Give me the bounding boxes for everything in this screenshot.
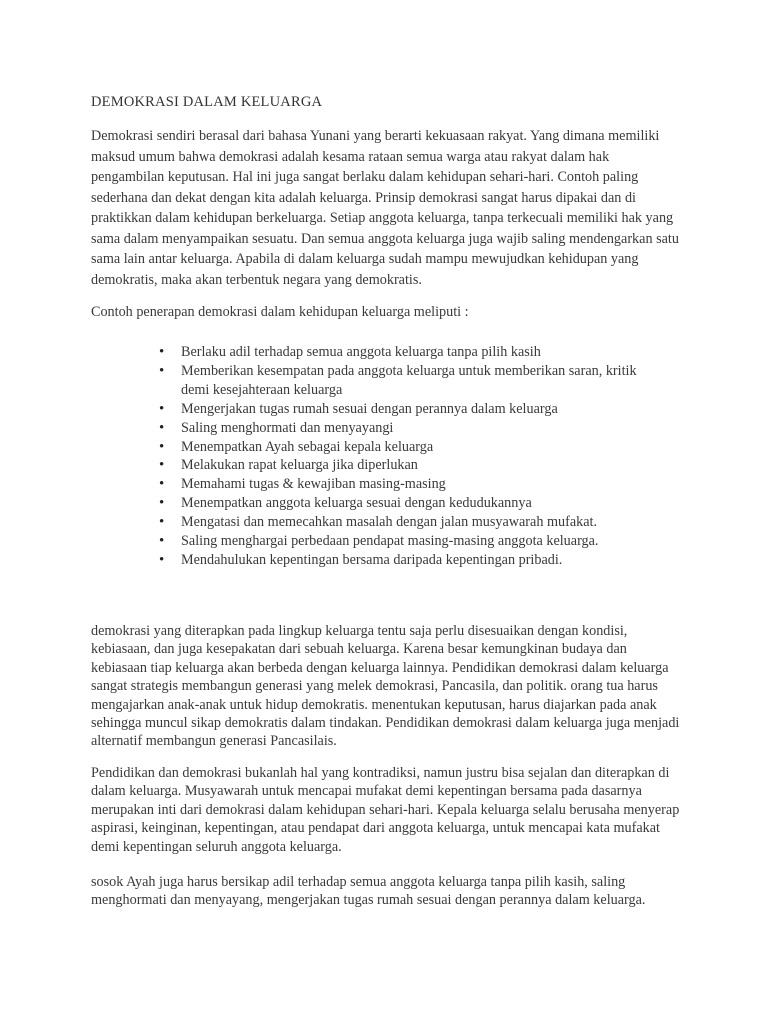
list-item: • Menempatkan anggota keluarga sesuai dengan kedudukannya: [181, 494, 651, 513]
list-item: • Menempatkan Ayah sebagai kepala keluarga: [181, 438, 651, 457]
list-item: • Berlaku adil terhadap semua anggota keluarga tanpa pilih kasih: [181, 343, 651, 362]
list-item: • Mendahulukan kepentingan bersama daripada kepentingan pribadi.: [181, 551, 651, 570]
list-item: • Melakukan rapat keluarga jika diperlukan: [181, 456, 651, 475]
paragraph-family-conditions: demokrasi yang diterapkan pada lingkup keluarga tentu saja perlu disesuaikan dengan kondisi, kebiasaan, dan juga kesepakatan dari sebuah keluarga. Karena besar kemungkinan budaya dan kebiasaan tiap keluarga akan berbeda dengan keluarga lainnya. Pendidikan demokrasi dalam keluarga sangat strategis membangun generasi yang melek demokrasi, Pancasila, dan politik. orang tua harus mengajarkan anak-anak untuk hidup demokratis. menentukan keputusan, harus diajarkan pada anak sehingga muncul sikap demokratis dalam tindakan. Pendidikan demokrasi dalam keluarga juga menjadi alternatif membangun generasi Pancasilais.: [91, 623, 680, 750]
list-item: • Saling menghargai perbedaan pendapat masing-masing anggota keluarga.: [181, 532, 651, 551]
document-title: DEMOKRASI DALAM KELUARGA: [91, 94, 323, 110]
list-item: • Mengatasi dan memecahkan masalah dengan jalan musyawarah mufakat.: [181, 513, 651, 532]
examples-list: [181, 343, 651, 570]
paragraph-intro: Demokrasi sendiri berasal dari bahasa Yunani yang berarti kekuasaan rakyat. Yang dimana memiliki maksud umum bahwa demokrasi adalah kesama rataan semua warga atau rakyat dalam hak pengambilan keputusan. Hal ini juga sangat berlaku dalam kehidupan sehari-hari. Contoh paling sederhana dan dekat dengan kita adalah keluarga. Prinsip demokrasi sangat harus dipakai dan di praktikkan dalam kehidupan berkeluarga. Setiap anggota keluarga, tanpa terkecuali memiliki hak yang sama dalam menyampaikan sesuatu. Dan semua anggota keluarga juga wajib saling mendengarkan satu sama lain antar keluarga. Apabila di dalam keluarga sudah mampu mewujudkan kehidupan yang demokratis, maka akan terbentuk negara yang demokratis.: [91, 128, 679, 288]
paragraph-examples-intro: Contoh penerapan demokrasi dalam kehidupan keluarga meliputi :: [91, 304, 469, 320]
list-item: • Mengerjakan tugas rumah sesuai dengan perannya dalam keluarga: [181, 400, 651, 419]
paragraph-education-democracy: Pendidikan dan demokrasi bukanlah hal yang kontradiksi, namun justru bisa sejalan dan diterapkan di dalam keluarga. Musyawarah untuk mencapai mufakat demi kepentingan bersama pada dasarnya merupakan inti dari demokrasi dalam kehidupan sehari-hari. Kepala keluarga selalu berusaha menyerap aspirasi, keinginan, kepentingan, atau pendapat dari anggota keluarga, untuk mencapai kata mufakat demi kepentingan seluruh anggota keluarga.: [91, 765, 680, 855]
list-item: • Saling menghormati dan menyayangi: [181, 419, 651, 438]
list-item: • Memberikan kesempatan pada anggota keluarga untuk memberikan saran, kritik demi kesejahteraan keluarga: [181, 362, 651, 400]
list-item: • Memahami tugas & kewajiban masing-masing: [181, 475, 651, 494]
paragraph-father-role: sosok Ayah juga harus bersikap adil terhadap semua anggota keluarga tanpa pilih kasih, saling menghormati dan menyayang, mengerjakan tugas rumah sesuai dengan perannya dalam keluarga.: [91, 874, 646, 909]
